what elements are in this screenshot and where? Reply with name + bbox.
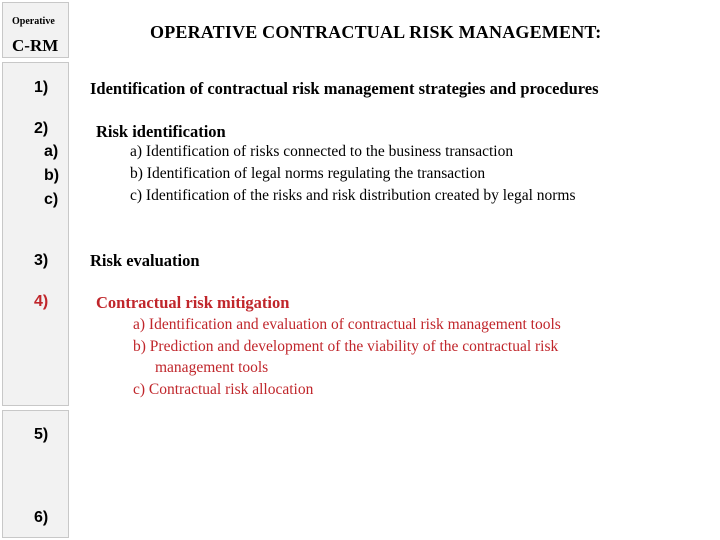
row-number-5: 5) [34,426,49,443]
item-2b-text: b) Identification of legal norms regulating the transaction [130,165,486,182]
item-4b-text: b) Prediction and development of the viability of the contractual risk [133,338,559,355]
item-2-heading: Risk identification [96,122,226,141]
item-4-heading: Contractual risk mitigation [96,293,290,312]
row-number-3: 3) [34,252,49,269]
page-title: OPERATIVE CONTRACTUAL RISK MANAGEMENT: [150,22,602,42]
row-number-1: 1) [34,79,49,96]
item-4b-continuation: management tools [155,359,269,376]
row-number-2b: b) [44,167,60,184]
item-2c-text: c) Identification of the risks and risk distribution created by legal norms [130,187,576,204]
sidebar-numbering-box [2,62,69,406]
item-4a-text: a) Identification and evaluation of contractual risk management tools [133,316,561,333]
operative-label: Operative [12,16,55,27]
item-1-text: Identification of contractual risk management strategies and procedures [90,79,599,98]
row-number-2c: c) [44,191,59,208]
item-2a-text: a) Identification of risks connected to the business transaction [130,143,514,160]
section-code: C-RM [12,36,59,55]
row-number-2a: a) [44,143,59,160]
row-number-4: 4) [34,293,49,310]
row-number-6: 6) [34,509,49,526]
item-4c-text: c) Contractual risk allocation [133,381,314,398]
item-3-text: Risk evaluation [90,251,200,270]
row-number-2: 2) [34,120,49,137]
